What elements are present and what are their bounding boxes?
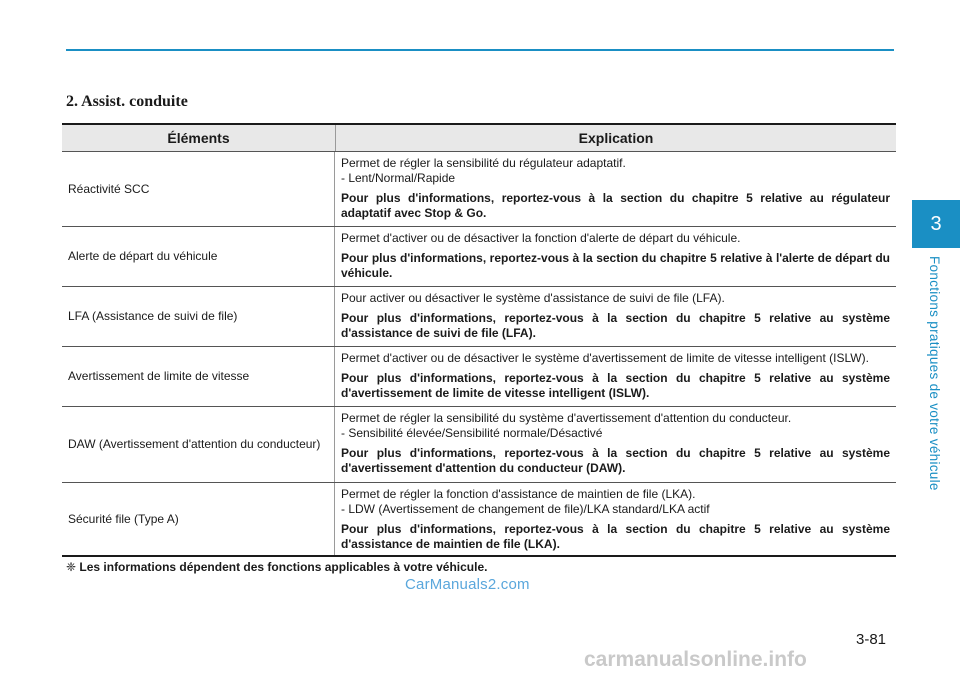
chapter-reference: Pour plus d'informations, reportez-vous à la section du chapitre 5 relative au système d'assistance de maintien de file (LKA). (341, 522, 890, 551)
row-element: LFA (Assistance de suivi de file) (62, 287, 335, 346)
explication-line: Permet de régler la sensibilité du régulateur adaptatif. (341, 156, 626, 170)
table-row (62, 407, 896, 483)
row-element: Sécurité file (Type A) (62, 483, 335, 555)
explication-line: - LDW (Avertissement de changement de file)/LKA standard/LKA actif (341, 502, 710, 516)
watermark-carmanualsonline: carmanualsonline.info (584, 648, 807, 671)
chapter-reference: Pour plus d'informations, reportez-vous à la section du chapitre 5 relative au système d'avertissement d'attention du conducteur (DAW). (341, 446, 890, 475)
row-explication (335, 347, 896, 406)
chapter-tab: 3 (912, 200, 960, 248)
table-header (62, 125, 896, 152)
row-element: DAW (Avertissement d'attention du conducteur) (62, 407, 335, 482)
table-row (62, 287, 896, 347)
page-number: 3-81 (856, 631, 887, 648)
chapter-reference: Pour plus d'informations, reportez-vous à la section du chapitre 5 relative au système d'avertissement de limite de vitesse intelligent (ISLW). (341, 371, 890, 400)
row-element: Avertissement de limite de vitesse (62, 347, 335, 406)
chapter-reference: Pour plus d'informations, reportez-vous à la section du chapitre 5 relative au régulateur adaptatif avec Stop & Go. (341, 191, 890, 220)
explication-line: Permet de régler la sensibilité du système d'avertissement d'attention du conducteur. (341, 411, 792, 425)
row-element: Alerte de départ du véhicule (62, 227, 335, 286)
explication-line: Pour activer ou désactiver le système d'assistance de suivi de file (LFA). (341, 291, 725, 305)
row-element: Réactivité SCC (62, 152, 335, 226)
row-explication (335, 287, 896, 346)
table-row (62, 483, 896, 555)
explication-line: Permet de régler la fonction d'assistance de maintien de file (LKA). (341, 487, 696, 501)
header-explication: Explication (578, 130, 654, 146)
explication-line: - Lent/Normal/Rapide (341, 171, 456, 185)
row-explication (335, 227, 896, 286)
settings-table (62, 123, 896, 557)
explication-line: Permet d'activer ou de désactiver la fonction d'alerte de départ du véhicule. (341, 231, 741, 245)
top-rule (66, 49, 894, 51)
table-row (62, 227, 896, 287)
explication-line: Permet d'activer ou de désactiver le système d'avertissement de limite de vitesse intelligent (ISLW). (341, 351, 869, 365)
row-explication (335, 483, 896, 555)
header-elements: Éléments (62, 125, 336, 151)
table-row (62, 152, 896, 227)
chapter-reference: Pour plus d'informations, reportez-vous à la section du chapitre 5 relative au système d'assistance de suivi de file (LFA). (341, 311, 890, 340)
section-title: 2. Assist. conduite (66, 93, 188, 110)
footnote: ❈ Les informations dépendent des fonctions applicables à votre véhicule. (66, 560, 488, 574)
row-explication (335, 407, 896, 482)
row-explication (335, 152, 896, 226)
chapter-reference: Pour plus d'informations, reportez-vous à la section du chapitre 5 relative à l'alerte de départ du véhicule. (341, 251, 890, 280)
explication-line: - Sensibilité élevée/Sensibilité normale/Désactivé (341, 426, 603, 440)
table-row (62, 347, 896, 407)
watermark-carmanuals2: CarManuals2.com (405, 576, 530, 593)
chapter-label: Fonctions pratiques de votre véhicule (927, 256, 942, 491)
